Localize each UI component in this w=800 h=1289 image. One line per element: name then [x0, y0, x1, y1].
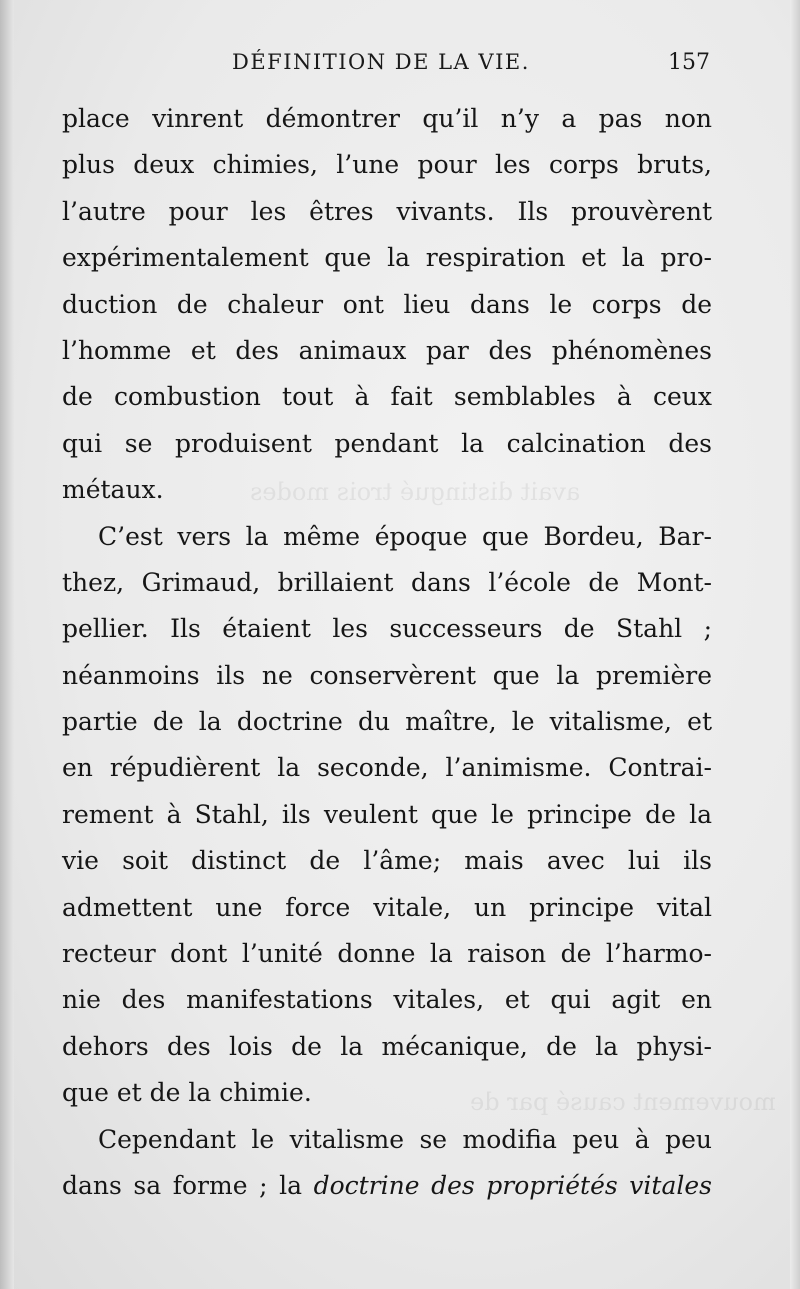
text-line: partie de la doctrine du maître, le vitalisme, et	[62, 707, 712, 737]
text-line: C’est vers la même époque que Bordeu, Bar-	[98, 521, 712, 551]
text-line-final	[62, 1163, 712, 1209]
text-fragment: dans sa forme ; la	[62, 1170, 314, 1200]
text-line: en répudièrent la seconde, l’animisme. Contrai-	[62, 753, 712, 783]
show-through-text: mouvement causé par de	[470, 1088, 776, 1116]
text-line: admettent une force vitale, un principe vital	[62, 892, 712, 922]
text-line: l’homme et des animaux par des phénomènes	[62, 335, 712, 365]
italic-phrase: doctrine des propriétés vitales	[313, 1170, 712, 1200]
text-line: l’autre pour les êtres vivants. Ils prouvèrent	[62, 196, 712, 226]
text-line: thez, Grimaud, brillaient dans l’école de Mont-	[62, 567, 712, 597]
text-line: Cependant le vitalisme se modifia peu à peu	[98, 1124, 712, 1154]
text-line: duction de chaleur ont lieu dans le corps de	[62, 289, 712, 319]
text-line: dehors des lois de la mécanique, de la physi-	[62, 1031, 712, 1061]
text-line: pellier. Ils étaient les successeurs de Stahl ;	[62, 614, 712, 644]
show-through-text: avait distingué trois modes	[250, 478, 581, 506]
text-line: rement à Stahl, ils veulent que le principe de la	[62, 799, 712, 829]
body-text	[62, 96, 712, 1209]
page-number: 157	[668, 50, 710, 75]
text-line: plus deux chimies, l’une pour les corps bruts,	[62, 150, 712, 180]
text-line: qui se produisent pendant la calcination des	[62, 428, 712, 458]
page-gutter-shadow	[0, 0, 14, 1289]
text-line: de combustion tout à fait semblables à ceux	[62, 382, 712, 412]
page-edge-shadow	[790, 0, 800, 1289]
text-line: place vinrent démontrer qu’il n’y a pas non	[62, 104, 712, 133]
text-line: recteur dont l’unité donne la raison de l’harmo-	[62, 939, 712, 969]
text-line: nie des manifestations vitales, et qui agit en	[62, 985, 712, 1015]
text-line: vie soit distinct de l’âme; mais avec lui ils	[62, 846, 712, 876]
text-line: que et de la chimie.	[62, 1078, 312, 1108]
text-line: métaux.	[62, 475, 164, 505]
running-title: DÉFINITION DE LA VIE.	[232, 50, 530, 74]
text-line: expérimentalement que la respiration et la pro-	[62, 243, 712, 273]
text-line: néanmoins ils ne conservèrent que la première	[62, 660, 712, 690]
page-header	[0, 50, 800, 86]
